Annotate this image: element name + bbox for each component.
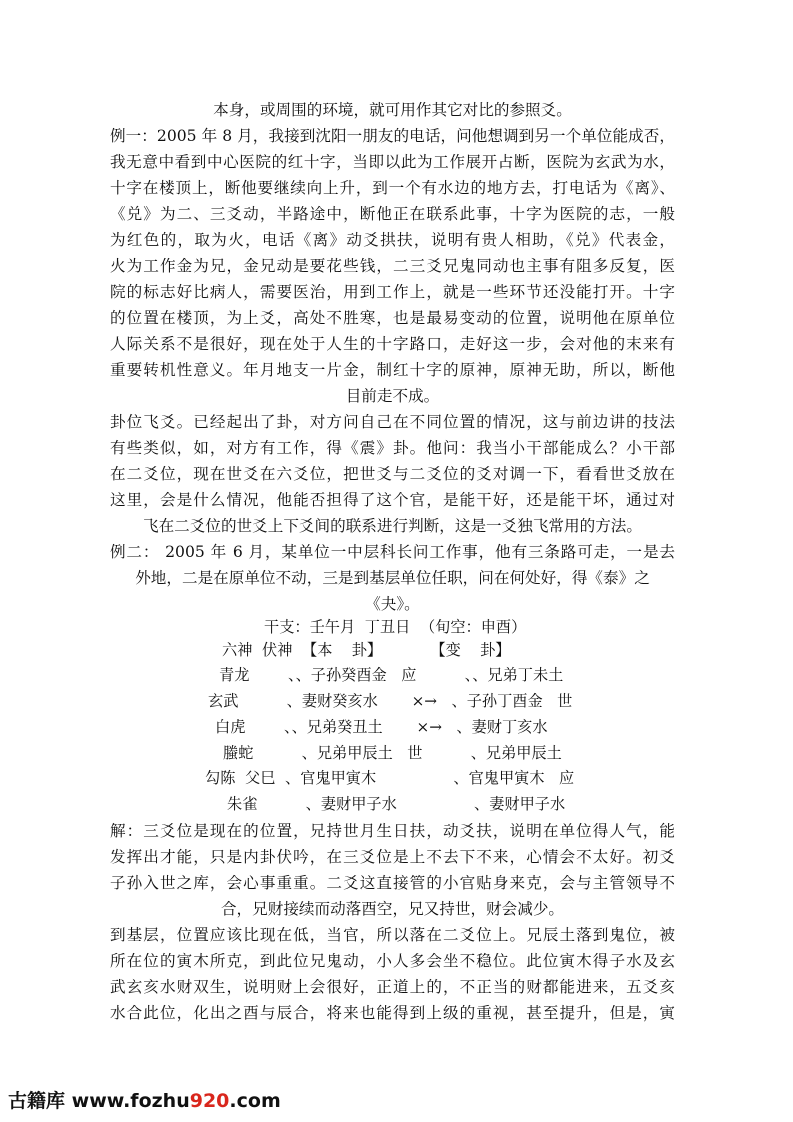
ganzhi-line: 干支：壬午月 丁丑日 （旬空：申酉） — [264, 618, 527, 636]
text-line: 目前走不成。 — [345, 387, 440, 405]
text-line: 例一：2005 年 8 月，我接到沈阳一朋友的电话，问他想调到另一个单位能成否， — [110, 127, 675, 145]
text-line: 我无意中看到中心医院的红十字，当即以此为工作展开占断，医院为玄武为水， — [110, 153, 675, 171]
text-line: 合，兄财接续而动落酉空，兄又持世，财会减少。 — [220, 900, 565, 918]
text-line: 外地，二是在原单位不动，三是到基层单位任职，问在何处好，得《泰》之 — [135, 569, 650, 587]
text-line: 子孙入世之库，会心事重重。二爻这直接管的小官贴身来克，会与主管领导不 — [110, 874, 675, 892]
text-line: 在二爻位，现在世爻在六爻位，把世爻与二爻位的爻对调一下，看看世爻放在 — [110, 465, 675, 483]
text-line: 火为工作金为兄，金兄动是要花些钱，二三爻兄鬼同动也主事有阻多反复，医 — [110, 257, 675, 275]
text-line: 重要转机性意义。年月地支一片金，制红十字的原神，原神无助，所以，断他 — [110, 361, 675, 379]
text-line: 院的标志好比病人，需要医治，用到工作上，就是一些环节还没能打开。十字 — [110, 283, 675, 301]
hexagram-line: 玄武 、妻财癸亥水 ×→ 、子孙丁酉金 世 — [208, 692, 573, 710]
site-watermark — [8, 1086, 281, 1116]
text-line: 十字在楼顶上，断他要继续向上升，到一个有水边的地方去，打电话为《离》、 — [110, 179, 675, 197]
hexagram-line: 青龙 、、子孙癸酉金 应 、、兄弟丁未土 — [219, 666, 564, 684]
text-line: 《夬》。 — [365, 595, 420, 613]
text-line: 解：三爻位是现在的位置，兄持世月生日扶，动爻扶，说明在单位得人气，能 — [110, 822, 675, 840]
text-line: 《兑》为二、三爻动，半路途中，断他正在联系此事，十字为医院的志，一般 — [110, 205, 675, 223]
text-line: 飞在二爻位的世爻上下爻间的联系进行判断，这是一爻独飞常用的方法。 — [142, 517, 642, 535]
text-line: 为红色的，取为火，电话《离》动爻拱扶，说明有贵人相助，《兑》代表金， — [110, 231, 675, 249]
hexagram-line: 白虎 、、兄弟癸丑土 ×→ 、妻财丁亥水 — [215, 718, 548, 736]
hexagram-line: 朱雀 、妻财甲子水 、妻财甲子水 — [227, 795, 566, 813]
text-line: 水合此位，化出之酉与辰合，将来也能得到上级的重视，甚至提升，但是，寅 — [110, 1004, 675, 1022]
text-line: 武玄亥水财双生，说明财上会很好，正道上的，不正当的财都能进来，五爻亥 — [110, 978, 675, 996]
text-line: 有些类似，如，对方有工作，得《震》卦。他问：我当小干部能成么？小干部 — [110, 439, 675, 457]
text-line: 发挥出才能，只是内卦伏吟，在三爻位是上不去下不来，心情会不太好。初爻 — [110, 848, 675, 866]
text-line: 人际关系不是很好，现在处于人生的十字路口，走好这一步，会对他的末来有 — [110, 335, 675, 353]
text-line: 这里，会是什么情况，他能否担得了这个官，是能干好，还是能干坏，通过对 — [110, 491, 675, 509]
text-line: 的位置在楼顶，为上爻，高处不胜寒，也是最易变动的位置，说明他在原单位 — [110, 309, 675, 327]
hexagram-line: 螣蛇 、兄弟甲辰土 世 、兄弟甲辰土 — [223, 744, 562, 762]
text-line: 所在位的寅木所克，到此位兄鬼动，小人多会坐不稳位。此位寅木得子水及玄 — [110, 952, 675, 970]
hexagram-header: 六神 伏神 【本 卦】 【变 卦】 — [222, 641, 511, 659]
text-line: 到基层，位置应该比现在低，当官，所以落在二爻位上。兄辰土落到鬼位，被 — [110, 926, 675, 944]
text-line: 例二： 2005 年 6 月，某单位一中层科长问工作事，他有三条路可走，一是去 — [110, 543, 675, 561]
hexagram-line: 勾陈 父巳 、官鬼甲寅木 、官鬼甲寅木 应 — [205, 769, 575, 787]
text-line: 卦位飞爻。已经起出了卦，对方问自己在不同位置的情况，这与前边讲的技法 — [110, 413, 675, 431]
text-line: 本身，或周围的环境，就可用作其它对比的参照爻。 — [213, 101, 572, 119]
site-url: www.fozhu920.com — [71, 1090, 281, 1112]
site-name: 古籍库 — [8, 1090, 66, 1112]
